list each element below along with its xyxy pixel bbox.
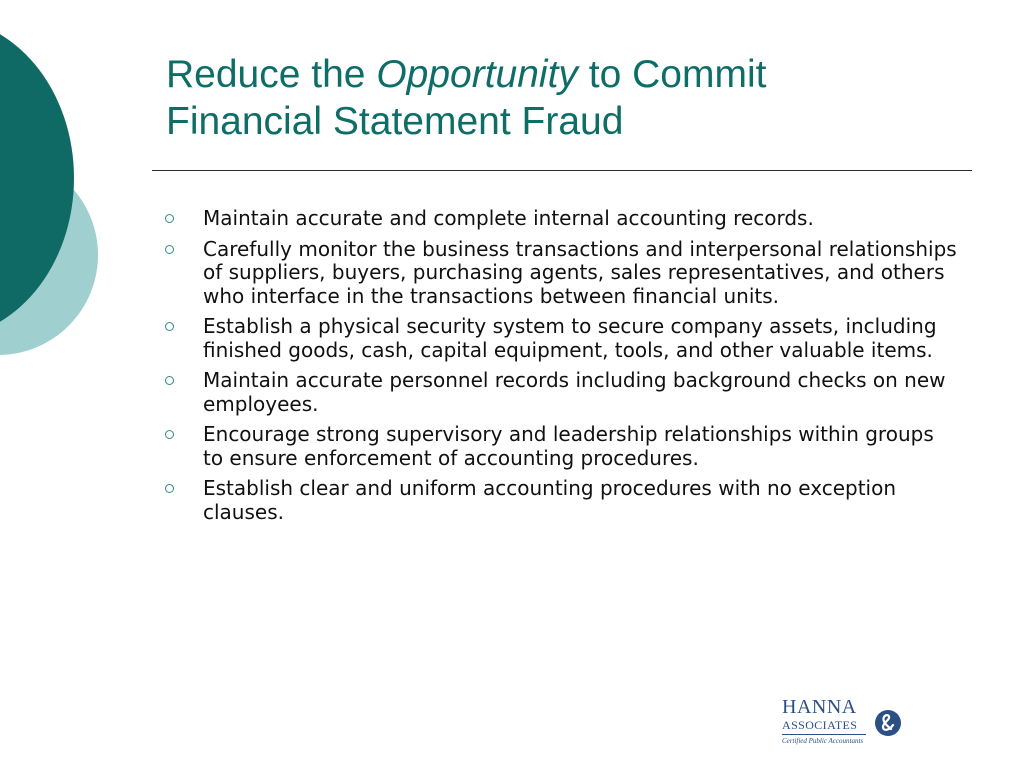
- bullet-text: Carefully monitor the business transactions and interpersonal relationships of suppliers, buyers, purchasing agents, sales representatives, and others who interface in the transactions between financial units.: [203, 236, 957, 308]
- hollow-circle-bullet-icon: [165, 245, 174, 254]
- slide-title-line-2: Financial Statement Fraud: [166, 100, 624, 143]
- title-divider: [152, 170, 972, 171]
- hollow-circle-bullet-icon: [165, 484, 174, 493]
- bullet-text: Establish a physical security system to secure company assets, including finished goods, cash, capital equipment, tools, and other valuable items.: [203, 314, 937, 362]
- bullet-item: [160, 477, 960, 524]
- logo-associates: ASSOCIATES: [782, 718, 858, 732]
- title-emphasis: Opportunity: [376, 53, 578, 96]
- bullet-item: [160, 238, 960, 309]
- decorative-circles: [0, 0, 110, 410]
- bullet-text: Establish clear and uniform accounting procedures with no exception clauses.: [203, 476, 897, 524]
- bullet-item: [160, 315, 960, 362]
- bullet-text: Maintain accurate and complete internal accounting records.: [203, 206, 814, 230]
- slide-title-line-1: [166, 51, 986, 98]
- hollow-circle-bullet-icon: [165, 430, 174, 439]
- logo-tagline: Certified Public Accountants: [782, 737, 864, 745]
- company-logo: [782, 697, 912, 753]
- bullet-text: Maintain accurate personnel records including background checks on new employees.: [203, 368, 946, 416]
- hollow-circle-bullet-icon: [165, 214, 174, 223]
- title-suffix: to Commit: [577, 53, 767, 96]
- slide-title: [166, 51, 986, 145]
- bullet-list: [160, 207, 960, 531]
- title-prefix: Reduce the: [166, 53, 377, 96]
- logo-name: HANNA: [782, 696, 857, 718]
- logo-divider: [782, 734, 866, 735]
- bullet-item: [160, 423, 960, 470]
- hollow-circle-bullet-icon: [165, 376, 174, 385]
- bullet-item: [160, 207, 960, 231]
- hollow-circle-bullet-icon: [165, 322, 174, 331]
- bullet-item: [160, 369, 960, 416]
- bullet-text: Encourage strong supervisory and leadership relationships within groups to ensure enforcement of accounting procedures.: [203, 422, 934, 470]
- ampersand-monogram-icon: [874, 709, 902, 737]
